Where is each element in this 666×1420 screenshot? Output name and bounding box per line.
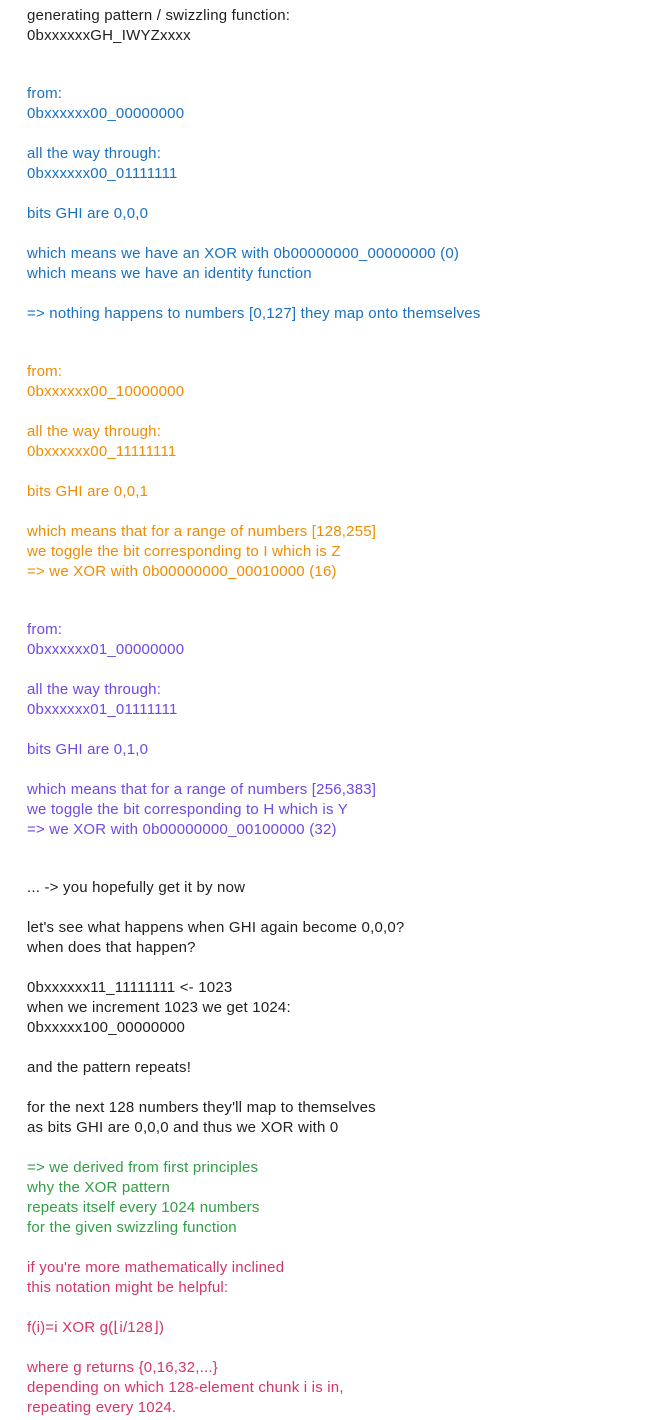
text-line: repeats itself every 1024 numbers xyxy=(27,1199,260,1216)
text-line: bits GHI are 0,0,0 xyxy=(27,205,149,222)
text-block-black xyxy=(27,6,656,46)
text-line: let's see what happens when GHI again become 0,0,0? xyxy=(27,919,405,936)
text-line: why the XOR pattern xyxy=(27,1179,171,1196)
text-line: which means that for a range of numbers [256,383] xyxy=(27,781,377,798)
text-block-black xyxy=(27,918,656,958)
text-block-black xyxy=(27,978,656,1038)
text-block-orange xyxy=(27,422,656,462)
text-block-pink xyxy=(27,1318,656,1338)
text-line: => we XOR with 0b00000000_00100000 (32) xyxy=(27,821,337,838)
text-line: 0bxxxxxx01_01111111 xyxy=(27,701,178,718)
text-line: all the way through: xyxy=(27,423,162,440)
text-block-blue xyxy=(27,84,656,124)
text-block-pink xyxy=(27,1358,656,1418)
text-line: 0bxxxxxx11_11111111 <- 1023 xyxy=(27,979,233,996)
text-line: 0bxxxxxx00_11111111 xyxy=(27,443,177,460)
text-block-blue xyxy=(27,304,656,324)
text-block-blue xyxy=(27,144,656,184)
text-block-violet xyxy=(27,680,656,720)
text-line: depending on which 128-element chunk i is in, xyxy=(27,1379,344,1396)
text-line: from: xyxy=(27,621,63,638)
text-line: when we increment 1023 we get 1024: xyxy=(27,999,291,1016)
text-line: repeating every 1024. xyxy=(27,1399,177,1416)
text-line: all the way through: xyxy=(27,681,162,698)
text-line: all the way through: xyxy=(27,145,162,162)
text-line: 0bxxxxxxGH_IWYZxxxx xyxy=(27,27,191,44)
text-line: which means we have an XOR with 0b00000000_00000000 (0) xyxy=(27,245,460,262)
text-line: from: xyxy=(27,85,63,102)
text-block-violet xyxy=(27,740,656,760)
text-block-orange xyxy=(27,362,656,402)
text-line: 0bxxxxxx01_00000000 xyxy=(27,641,185,658)
text-line: when does that happen? xyxy=(27,939,196,956)
text-line: => we XOR with 0b00000000_00010000 (16) xyxy=(27,563,337,580)
text-line: 0bxxxxx100_00000000 xyxy=(27,1019,186,1036)
text-line: we toggle the bit corresponding to H which is Y xyxy=(27,801,348,818)
text-block-black xyxy=(27,878,656,898)
text-line: bits GHI are 0,1,0 xyxy=(27,741,149,758)
text-line: if you're more mathematically inclined xyxy=(27,1259,285,1276)
text-line: f(i)=i XOR g(⌊i/128⌋) xyxy=(27,1319,165,1336)
text-block-blue xyxy=(27,204,656,224)
text-line: we toggle the bit corresponding to I which is Z xyxy=(27,543,341,560)
text-block-black xyxy=(27,1058,656,1078)
text-line: and the pattern repeats! xyxy=(27,1059,192,1076)
text-line: for the next 128 numbers they'll map to themselves xyxy=(27,1099,376,1116)
text-line: which means we have an identity function xyxy=(27,265,312,282)
text-line: generating pattern / swizzling function: xyxy=(27,7,291,24)
text-block-orange xyxy=(27,482,656,502)
text-block-pink xyxy=(27,1258,656,1298)
text-line: bits GHI are 0,0,1 xyxy=(27,483,149,500)
text-line: from: xyxy=(27,363,63,380)
text-line: ... -> you hopefully get it by now xyxy=(27,879,246,896)
text-line: => nothing happens to numbers [0,127] they map onto themselves xyxy=(27,305,481,322)
text-line: this notation might be helpful: xyxy=(27,1279,229,1296)
text-line: 0bxxxxxx00_01111111 xyxy=(27,165,178,182)
text-block-orange xyxy=(27,522,656,582)
text-block-green xyxy=(27,1158,656,1238)
text-line: where g returns {0,16,32,...} xyxy=(27,1359,218,1376)
text-block-black xyxy=(27,1098,656,1138)
text-line: 0bxxxxxx00_00000000 xyxy=(27,105,185,122)
text-block-violet xyxy=(27,620,656,660)
text-line: as bits GHI are 0,0,0 and thus we XOR with 0 xyxy=(27,1119,339,1136)
text-line: 0bxxxxxx00_10000000 xyxy=(27,383,185,400)
text-block-violet xyxy=(27,780,656,840)
text-line: which means that for a range of numbers [128,255] xyxy=(27,523,377,540)
text-block-blue xyxy=(27,244,656,284)
text-line: for the given swizzling function xyxy=(27,1219,237,1236)
text-line: => we derived from first principles xyxy=(27,1159,259,1176)
